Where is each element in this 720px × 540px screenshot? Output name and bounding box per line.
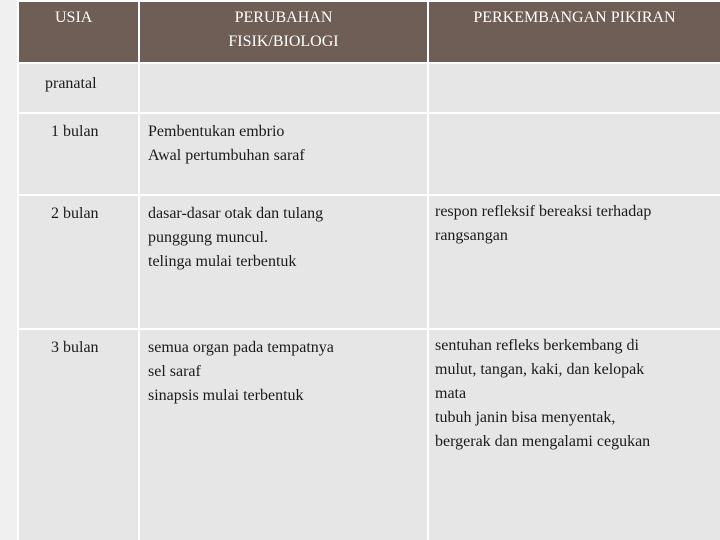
header-row xyxy=(18,1,720,63)
cell-usia: pranatal xyxy=(18,63,139,113)
cell-line: mulut, tangan, kaki, dan kelopak xyxy=(435,361,645,378)
cell-fisik xyxy=(139,329,428,540)
cell-fisik xyxy=(139,195,428,329)
cell-line: sentuhan refleks berkembang di xyxy=(435,337,639,354)
header-usia: USIA xyxy=(18,1,139,63)
table-row xyxy=(18,329,720,540)
cell-usia: 3 bulan xyxy=(18,329,139,540)
cell-line: dasar-dasar otak dan tulang xyxy=(148,205,324,222)
cell-line: Awal pertumbuhan saraf xyxy=(148,147,305,164)
cell-pikiran xyxy=(428,195,720,329)
development-table xyxy=(17,0,720,540)
table-row xyxy=(18,63,720,113)
cell-pikiran xyxy=(428,113,720,195)
cell-line: sel saraf xyxy=(148,363,201,380)
header-fisik xyxy=(139,1,428,63)
cell-line: tubuh janin bisa menyentak, xyxy=(435,409,616,426)
header-fisik-line1: PERUBAHAN xyxy=(234,9,333,26)
cell-line: Pembentukan embrio xyxy=(148,123,285,140)
cell-line: rangsangan xyxy=(435,227,508,244)
cell-line: semua organ pada tempatnya xyxy=(148,339,334,356)
table-row xyxy=(18,195,720,329)
cell-usia: 2 bulan xyxy=(18,195,139,329)
cell-pikiran xyxy=(428,329,720,540)
header-fisik-line2: FISIK/BIOLOGI xyxy=(228,33,339,50)
cell-usia: 1 bulan xyxy=(18,113,139,195)
cell-line: sinapsis mulai terbentuk xyxy=(148,387,304,404)
cell-pikiran xyxy=(428,63,720,113)
cell-fisik xyxy=(139,113,428,195)
cell-line: punggung muncul. xyxy=(148,229,268,246)
cell-line: bergerak dan mengalami cegukan xyxy=(435,433,651,450)
cell-line: telinga mulai terbentuk xyxy=(148,253,297,270)
cell-line: respon refleksif bereaksi terhadap xyxy=(435,203,652,220)
cell-fisik xyxy=(139,63,428,113)
header-pikiran: PERKEMBANGAN PIKIRAN xyxy=(428,1,720,63)
table-row xyxy=(18,113,720,195)
cell-line: mata xyxy=(435,385,467,402)
